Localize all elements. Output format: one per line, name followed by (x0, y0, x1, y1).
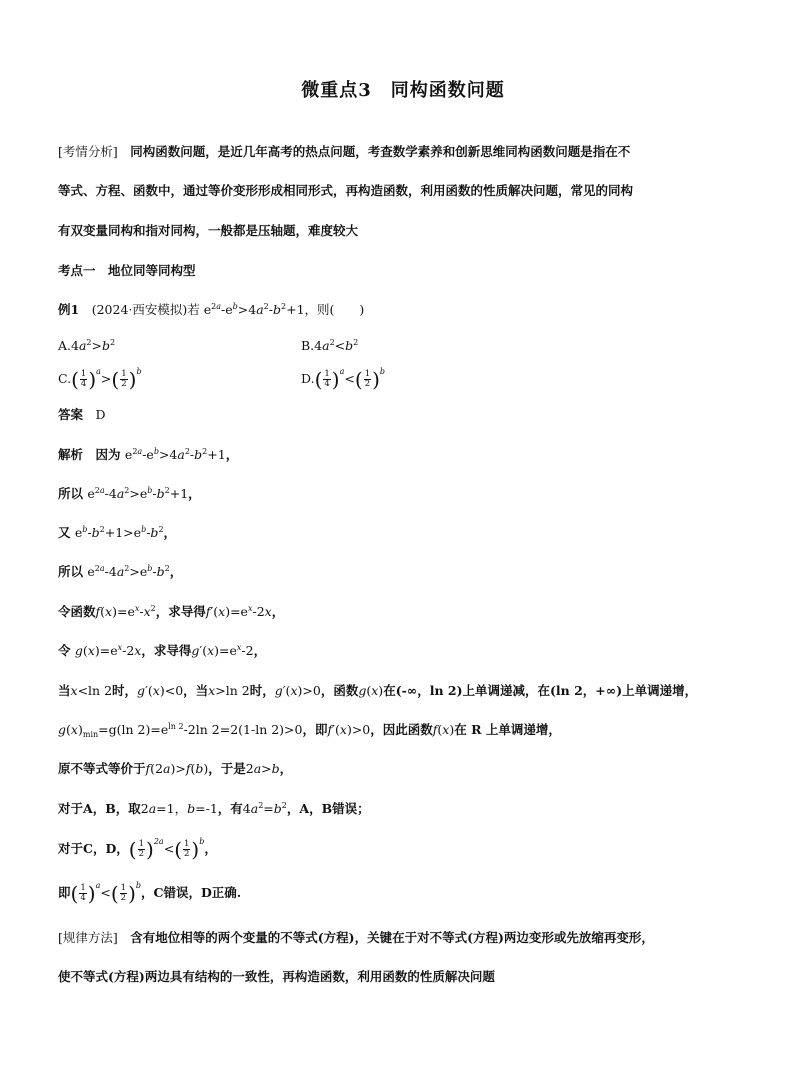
solution-step-8: $g(x)_{min}=g(\ln$ $2)=e^{ln 2}-2\ln$ 2=2(1-ln 2)>0，即f′(x)>0，因此函数f(x)在 R 上单调递增， (58, 722, 561, 739)
option-d: D.( $\frac{1}{4}$ )$^a$<( $\frac{1}{2}$ )$^b$ (301, 367, 386, 392)
solution-step-1: 解析 因为 $e^{2a}-e^b>4a^2-b^2+1$， (58, 447, 239, 462)
solution-step-12: 即( $\frac{1}{4}$ )$^a$<( $\frac{1}{2}$ )$^b$，C错误，D正确. (58, 881, 242, 906)
example-stem: 例1 (2024·西安模拟)若 $e^{2a}-e^b>4a^2-b^2+1$，则( ) (58, 302, 365, 317)
analysis-line-3: 有双变量同构和指对同构，一般都是压轴题，难度较大 (58, 223, 359, 238)
page-title: 微重点3 同构函数问题 (301, 80, 505, 101)
solution-step-10: 对于A，B，取2a=1，b=-1，有$4a^2=b^2$，A，B错误； (58, 801, 370, 816)
example-source: (2024·西安模拟) (91, 302, 188, 317)
answer-label: 答案 (58, 407, 84, 422)
solution-step-4: 所以 $e^{2a}-4a^2>e^b-b^2$， (58, 564, 183, 579)
solution-step-3: 又 $e^b-b^2+1>e^b-b^2$， (58, 525, 177, 540)
solution-step-9: 原不等式等价于f(2a)>f(b)，于是2a>b， (58, 761, 293, 776)
analysis-label: [考情分析] (58, 144, 118, 159)
solution-step-6: 令 $g(x)=e^x-2x$，求导得$g'(x)=e^x-2$， (58, 643, 267, 658)
method-line-1: [规律方法] 含有地位相等的两个变量的不等式(方程)，关键在于对不等式(方程)两边变形或先放缩再变形， (58, 930, 654, 945)
analysis-line-1: [考情分析] 同构函数问题，是近几年高考的热点问题，考查数学素养和创新思维同构函数问题是指在不 (58, 144, 631, 159)
solution-step-7: 当x<ln 2时，g′(x)<0，当x>ln 2时，g′(x)>0，函数g(x)在(-∞，ln 2)上单调递减，在(ln 2，+∞)上单调递增， (58, 683, 698, 698)
analysis-line-2: 等式、方程、函数中，通过等价变形形成相同形式，再构造函数，利用函数的性质解决问题，常见的同构 (58, 183, 634, 198)
answer (58, 406, 106, 424)
solution-step-2: 所以 $e^{2a}-4a^2>e^b-b^2+1$， (58, 486, 201, 501)
option-b: $B.4a^2<b^2$ (301, 338, 359, 353)
method-line-2: 使不等式(方程)两边具有结构的一致性，再构造函数，利用函数的性质解决问题 (58, 969, 495, 984)
solution-step-5: 令函数$f(x)=e^x-x^2$，求导得$f'(x)=e^x-2x$， (58, 604, 285, 619)
example-label: 例1 (58, 302, 80, 317)
solution-label: 解析 (58, 447, 84, 462)
answer-value: D (95, 407, 106, 422)
section-heading: 考点一 地位同等同构型 (58, 263, 196, 278)
option-c: C.( $\frac{1}{4}$ )$^a$>( $\frac{1}{2}$ )$^b$ (58, 367, 142, 392)
option-a: $A.4a^2>b^2$ (58, 338, 116, 353)
solution-step-11: 对于C，D，( $\frac{1}{2}$ )$^{2a}$<( $\frac{1}{2}$ )$^b$， (58, 837, 217, 862)
method-label: [规律方法] (58, 930, 118, 945)
